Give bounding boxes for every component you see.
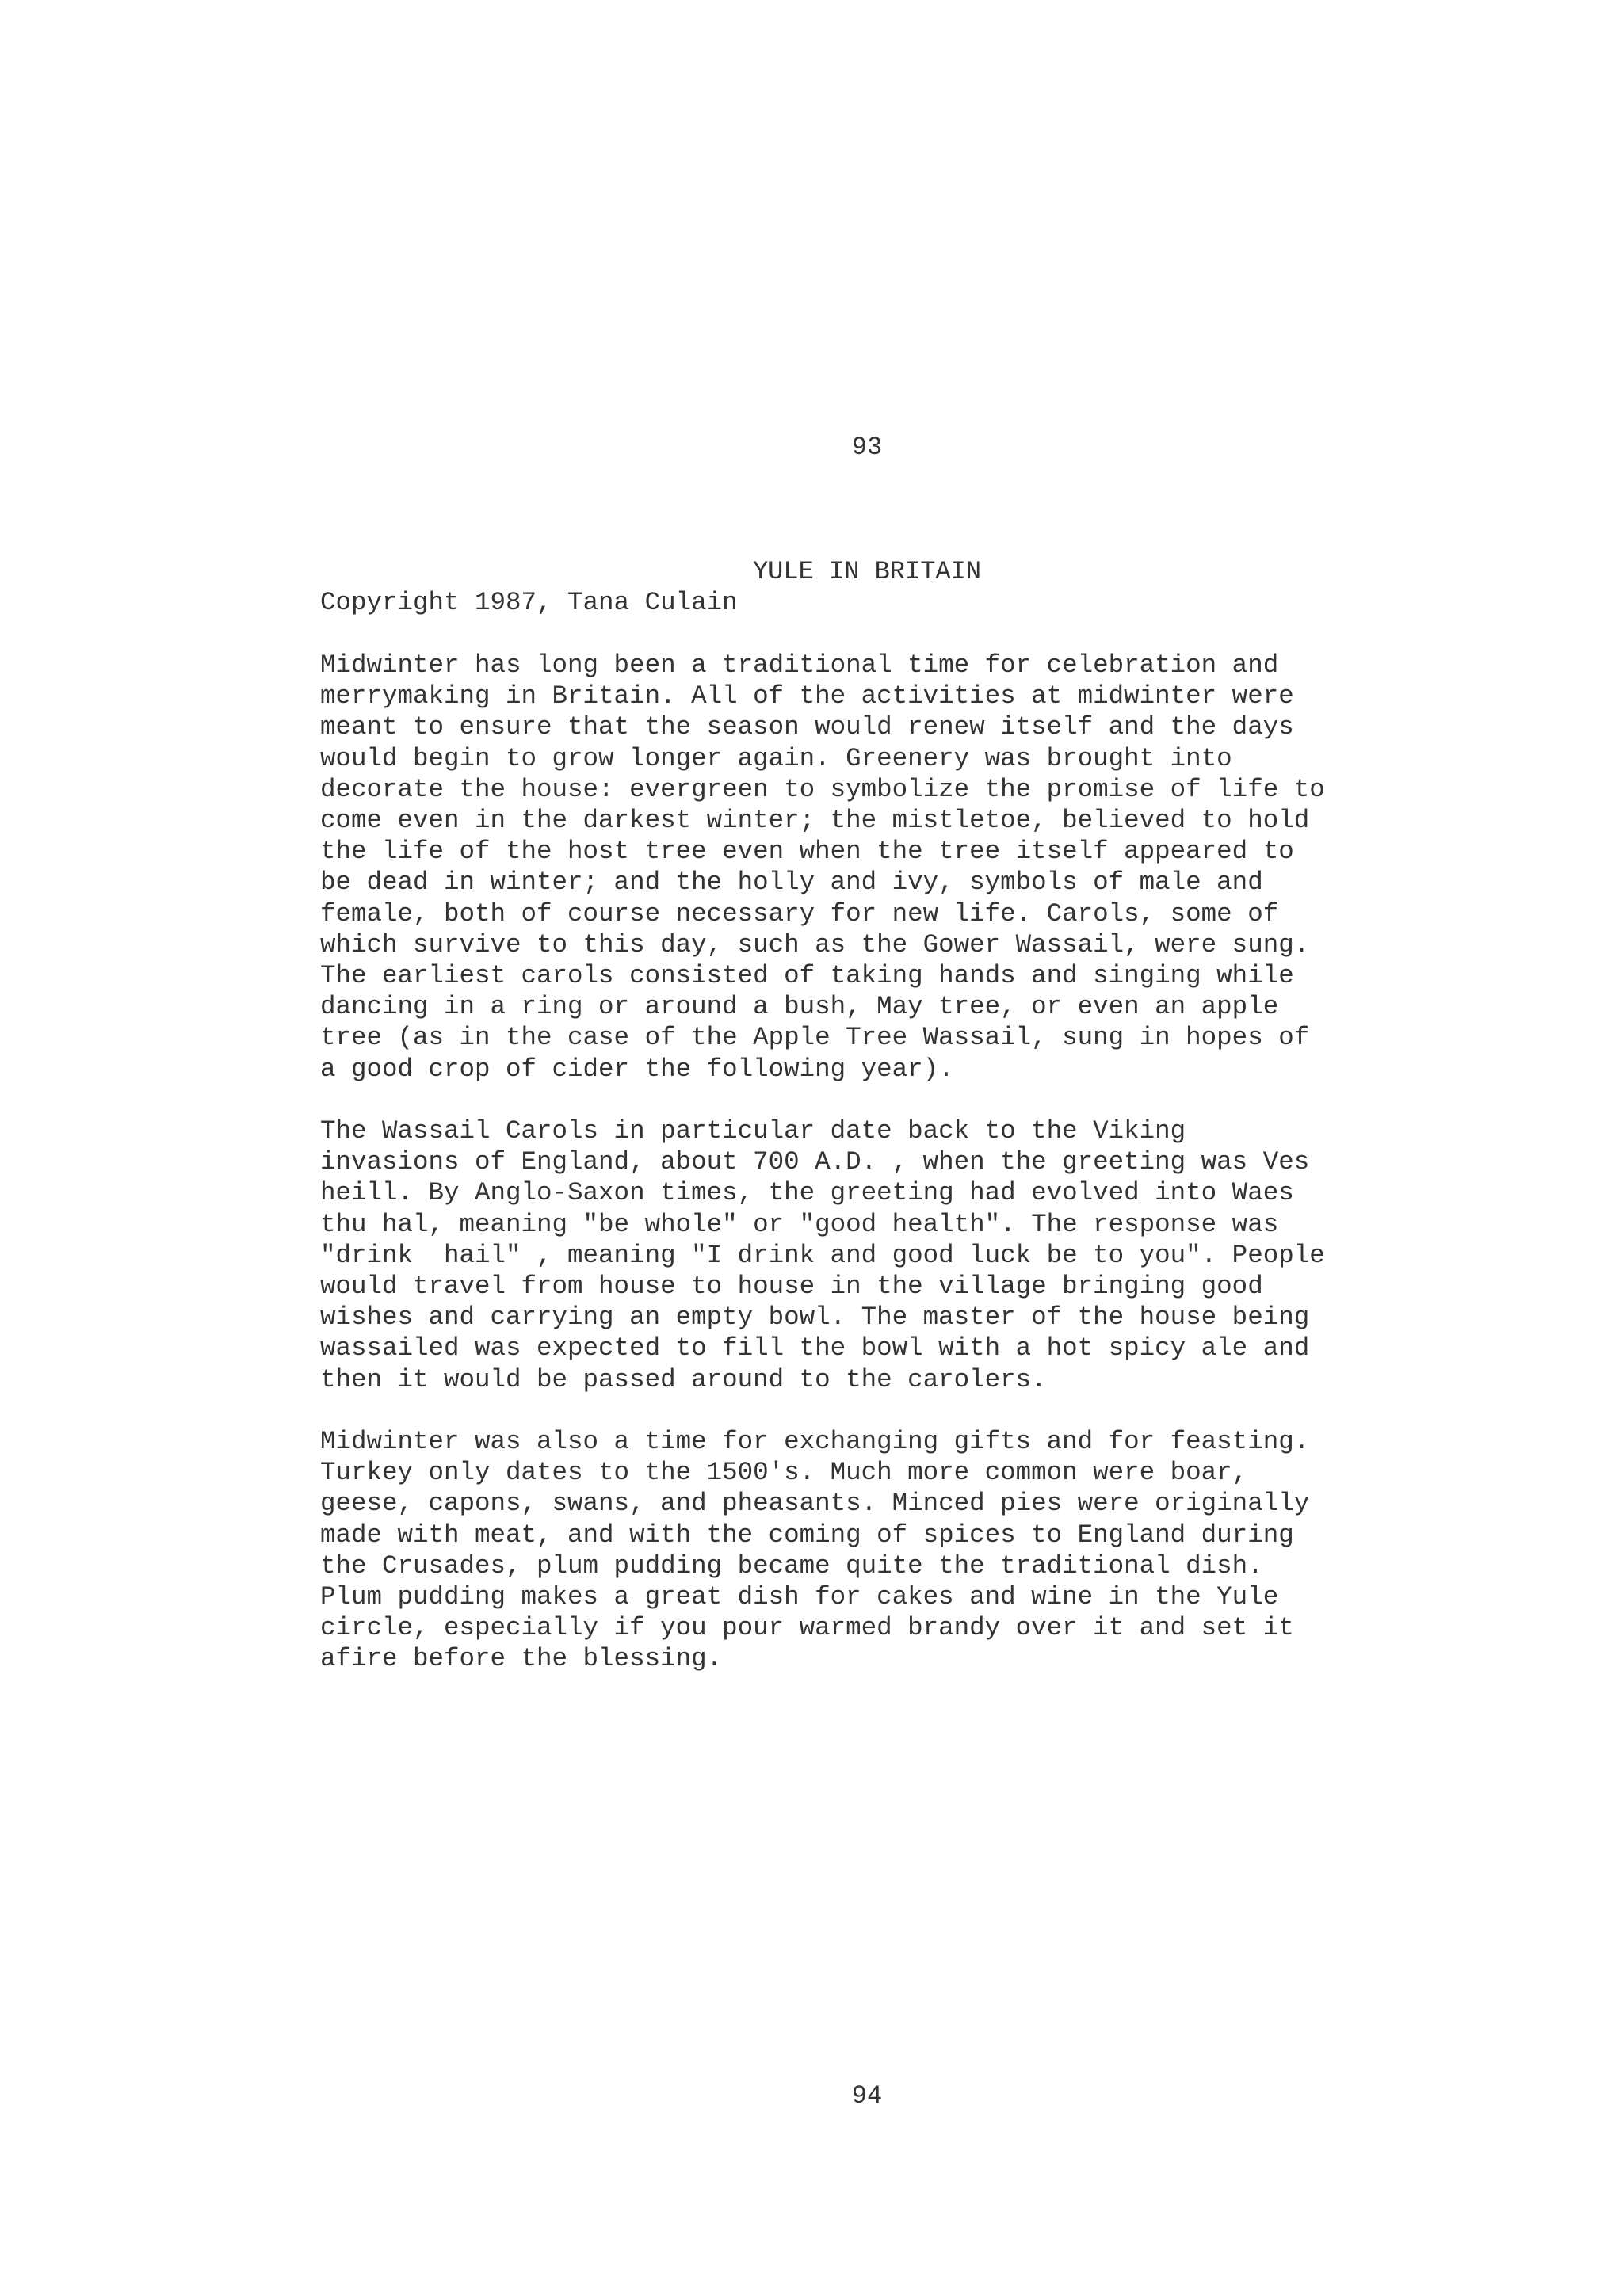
paragraph: The Wassail Carols in particular date back to the Viking invasions of England, about 700 A.D. , when the greeting was Ves heill. By Anglo-Saxon times, the greeting had evolved into Waes thu hal, meaning "be whole" or "good health". The response was "drink hail" , meaning "I drink and good luck be to you". People would travel from house to house in the village bringing good wishes and carrying an empty bowl. The master of the house being wassailed was expected to fill the bowl with a hot spicy ale and then it would be passed around to the carolers.: [320, 1116, 1325, 1394]
page-number-top: 93: [851, 433, 883, 462]
article-title: YULE IN BRITAIN: [752, 557, 982, 586]
paragraph: Midwinter was also a time for exchanging gifts and for feasting. Turkey only dates to the 1500's. Much more common were boar, geese, capons, swans, and pheasants. Minced pies were originally made with meat, and with the coming of spices to England during the Crusades, plum pudding became quite the traditional dish. Plum pudding makes a great dish for cakes and wine in the Yule circle, especially if you pour warmed brandy over it and set it afire before the blessing.: [320, 1427, 1310, 1674]
copyright-line: Copyright 1987, Tana Culain: [320, 588, 738, 617]
paragraph: Midwinter has long been a traditional time for celebration and merrymaking in Britain. All of the activities at midwinter were meant to ensure that the season would renew itself and the days would begin to grow longer again. Greenery was brought into decorate the house: evergreen to symbolize the promise of life to come even in the darkest winter; the mistletoe, believed to hold the life of the host tree even when the tree itself appeared to be dead in winter; and the holly and ivy, symbols of male and female, both of course necessary for new life. Carols, some of which survive to this day, such as the Gower Wassail, were sung. The earliest carols consisted of taking hands and singing while dancing in a ring or around a bush, May tree, or even an apple tree (as in the case of the Apple Tree Wassail, sung in hopes of a good crop of cider the following year).: [320, 650, 1325, 1084]
page-number-bottom: 94: [851, 2081, 883, 2111]
